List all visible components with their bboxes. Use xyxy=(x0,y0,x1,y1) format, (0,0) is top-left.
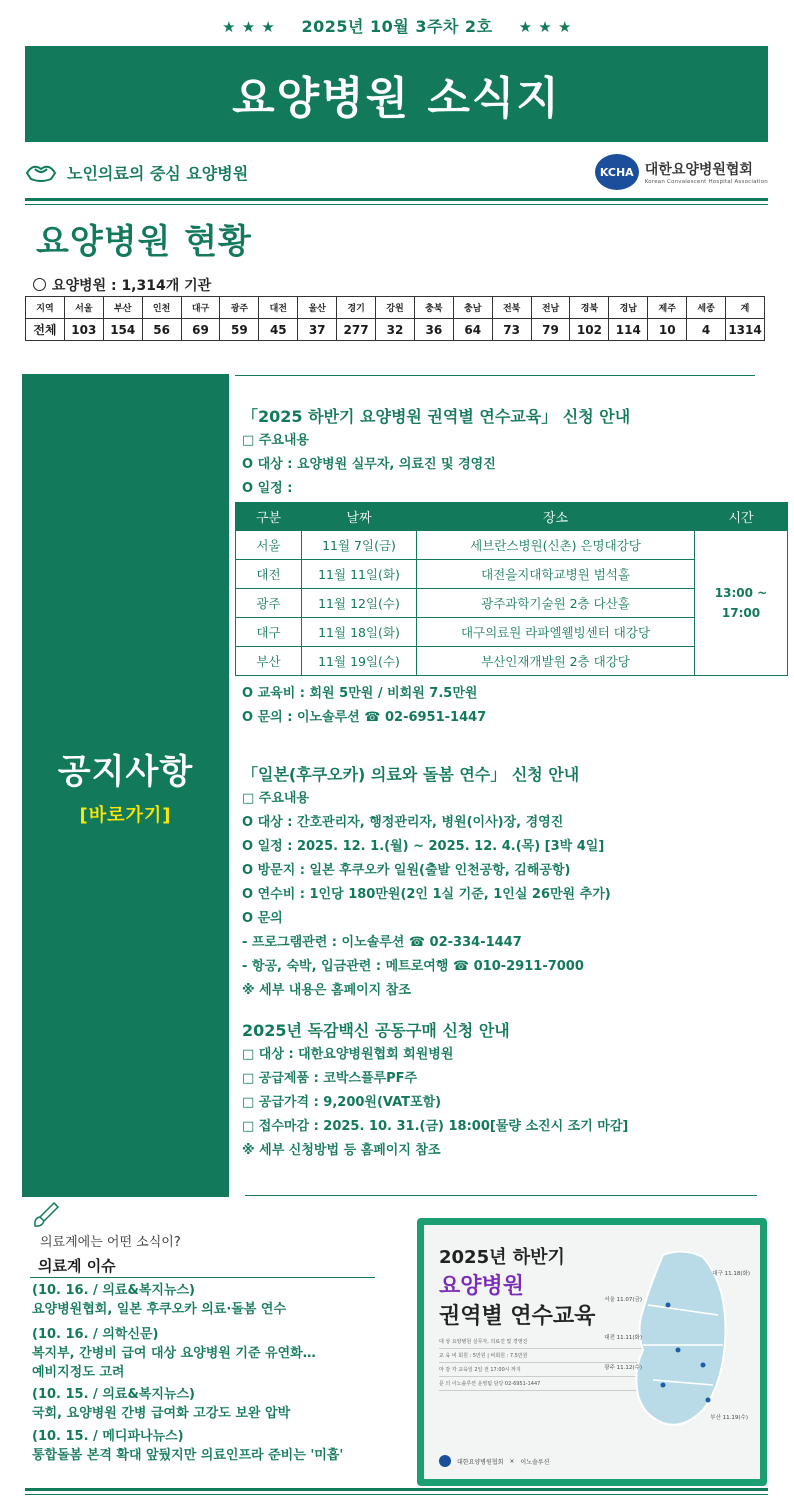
region-header-cell: 인천 xyxy=(142,297,181,319)
cell-time: 13:00 ~ 17:00 xyxy=(695,531,788,676)
brush-icon xyxy=(30,1200,60,1230)
region-count-cell: 4 xyxy=(687,319,726,341)
table-row xyxy=(236,531,788,560)
region-header-cell: 전북 xyxy=(492,297,531,319)
notice-training xyxy=(242,404,630,501)
cell-venue: 광주과학기술원 2층 다산홀 xyxy=(417,589,695,618)
star-icon: ★ ★ ★ xyxy=(518,18,572,36)
region-count-cell: 69 xyxy=(181,319,220,341)
newsletter-title: 요양병원 소식지 xyxy=(232,73,561,124)
association-name-en: Korean Convalescent Hospital Association xyxy=(644,179,768,185)
region-header-cell: 계 xyxy=(726,297,765,319)
news-source: (10. 16. / 의학신문) xyxy=(32,1327,159,1342)
region-count-cell: 1314 xyxy=(726,319,765,341)
region-count-cell: 37 xyxy=(298,319,337,341)
news-headline: 국회, 요양병원 간병 급여화 고강도 보완 압박 xyxy=(32,1406,291,1421)
region-header-cell: 지역 xyxy=(26,297,65,319)
notice-line: - 프로그램관련 : 이노솔루션 ☎ 02-334-1447 xyxy=(242,935,522,950)
notice-line: O 교육비 : 회원 5만원 / 비회원 7.5만원 xyxy=(242,686,478,701)
news-source: (10. 15. / 메디파나뉴스) xyxy=(32,1429,184,1444)
news-item[interactable] xyxy=(32,1325,316,1382)
cell-date: 11월 7일(금) xyxy=(302,531,417,560)
region-header-cell: 서울 xyxy=(64,297,103,319)
region-header-cell: 경남 xyxy=(609,297,648,319)
notice-line: O 문의 : 이노솔루션 ☎ 02-6951-1447 xyxy=(242,710,487,725)
region-header-cell: 울산 xyxy=(298,297,337,319)
map-pin-label: 대전 11.11(화) xyxy=(604,1335,642,1341)
notice-line: ※ 세부 신청방법 등 홈페이지 참조 xyxy=(242,1143,441,1158)
notice-heading[interactable]: 2025년 독감백신 공동구매 신청 안내 xyxy=(242,1021,510,1040)
shortcut-link[interactable]: [바로가기] xyxy=(79,805,172,826)
region-header-cell: 부산 xyxy=(103,297,142,319)
training-poster[interactable] xyxy=(417,1218,767,1486)
region-count-cell: 103 xyxy=(64,319,103,341)
star-icon: ★ ★ ★ xyxy=(222,18,276,36)
region-table xyxy=(25,296,765,341)
region-header-cell: 강원 xyxy=(376,297,415,319)
cell-region: 대구 xyxy=(236,618,302,647)
association-name: 대한요양병원협회 xyxy=(644,162,753,178)
notice-vaccine xyxy=(242,1018,628,1163)
subheader xyxy=(25,150,768,194)
region-count-cell: 10 xyxy=(648,319,687,341)
region-header-cell: 광주 xyxy=(220,297,259,319)
news-headline: 복지부, 간병비 급여 대상 요양병원 기준 유연화… xyxy=(32,1346,316,1361)
notice-line: O 연수비 : 1인당 180만원(2인 1실 기준, 1인실 26만원 추가) xyxy=(242,887,611,902)
region-count-cell: 277 xyxy=(337,319,376,341)
region-count-cell: 전체 xyxy=(26,319,65,341)
notice-line: O 대상 : 요양병원 실무자, 의료진 및 경영진 xyxy=(242,457,496,472)
map-pin-label: 광주 11.12(수) xyxy=(604,1365,642,1371)
news-item[interactable] xyxy=(32,1385,290,1423)
notice-panel[interactable] xyxy=(22,374,229,1197)
divider xyxy=(245,1195,757,1196)
cell-date: 11월 11일(화) xyxy=(302,560,417,589)
cell-venue: 세브란스병원(신촌) 은명대강당 xyxy=(417,531,695,560)
region-count-cell: 59 xyxy=(220,319,259,341)
cell-region: 광주 xyxy=(236,589,302,618)
region-count-cell: 114 xyxy=(609,319,648,341)
notice-heading[interactable]: 「2025 하반기 요양병원 권역별 연수교육」 신청 안내 xyxy=(242,407,631,426)
schedule-table xyxy=(235,502,788,676)
notice-line: O 문의 xyxy=(242,911,283,926)
poster-footer: 대한요양병원협회 × 이노솔루션 xyxy=(439,1455,549,1467)
notice-line: - 항공, 숙박, 입금관련 : 메트로여행 ☎ 010-2911-7000 xyxy=(242,959,584,974)
col-header: 구분 xyxy=(236,503,302,531)
status-title: 요양병원 현황 xyxy=(36,222,252,262)
divider xyxy=(30,1277,375,1278)
cell-venue: 대구의료원 라파엘웰빙센터 대강당 xyxy=(417,618,695,647)
news-headline: 통합돌봄 본격 확대 앞뒀지만 의료인프라 준비는 '미흡' xyxy=(32,1448,344,1463)
region-count-cell: 64 xyxy=(453,319,492,341)
notice-line: ※ 세부 내용은 홈페이지 참조 xyxy=(242,983,411,998)
region-count-cell: 73 xyxy=(492,319,531,341)
cell-region: 서울 xyxy=(236,531,302,560)
divider xyxy=(235,375,755,376)
news-headline: 요양병원협회, 일본 후쿠오카 의료·돌봄 연수 xyxy=(32,1302,287,1317)
notice-line: □ 주요내용 xyxy=(242,433,310,448)
map-pin-label: 부산 11.19(수) xyxy=(710,1415,748,1421)
region-header-cell: 경북 xyxy=(570,297,609,319)
divider xyxy=(25,198,768,201)
region-header-cell: 세종 xyxy=(687,297,726,319)
region-header-cell: 전남 xyxy=(531,297,570,319)
poster-info: 대 상 요양병원 실무자, 의료진 및 경영진 교 육 비 회원 : 5만원 | 비회원 : 7.5만원 마 감 각 교육일 2일 전 17:00시 까지 문 의 이노솔루션 운영팀 담당 02-6951-1447 xyxy=(439,1335,649,1391)
poster-line1: 2025년 하반기 xyxy=(439,1247,565,1268)
region-header-cell: 제주 xyxy=(648,297,687,319)
notice-training-extra xyxy=(242,682,486,730)
cell-region: 부산 xyxy=(236,647,302,676)
poster-line3: 권역별 연수교육 xyxy=(439,1304,596,1329)
notice-line: O 대상 : 간호관리자, 행정관리자, 병원(이사)장, 경영진 xyxy=(242,815,564,830)
region-header-cell: 충남 xyxy=(453,297,492,319)
notice-line: O 일정 : 2025. 12. 1.(월) ~ 2025. 12. 4.(목) [3박 4일] xyxy=(242,839,605,854)
circle-icon xyxy=(33,278,46,291)
region-count-cell: 79 xyxy=(531,319,570,341)
cell-venue: 부산인재개발원 2층 대강당 xyxy=(417,647,695,676)
map-pin-label: 대구 11.18(화) xyxy=(712,1271,750,1277)
region-count-cell: 32 xyxy=(376,319,415,341)
notice-japan xyxy=(242,762,611,1003)
divider xyxy=(25,1488,768,1491)
notice-line: □ 공급제품 : 코박스플루PF주 xyxy=(242,1071,418,1086)
kcha-logo-icon xyxy=(439,1455,451,1467)
news-headline: 예비지정도 고려 xyxy=(32,1365,125,1380)
notice-line: □ 주요내용 xyxy=(242,791,310,806)
poster-line2: 요양병원 xyxy=(439,1274,525,1299)
hands-icon xyxy=(25,161,57,183)
issue-title: 의료계 이슈 xyxy=(38,1257,116,1275)
notice-line: □ 접수마감 : 2025. 10. 31.(금) 18:00[물량 소진시 조기 마감] xyxy=(242,1119,629,1134)
region-header-cell: 경기 xyxy=(337,297,376,319)
region-count-cell: 36 xyxy=(414,319,453,341)
slogan: 노인의료의 중심 요양병원 xyxy=(67,163,249,183)
region-count-cell: 45 xyxy=(259,319,298,341)
notice-line: □ 대상 : 대한요양병원협회 회원병원 xyxy=(242,1047,454,1062)
notice-line: O 방문지 : 일본 후쿠오카 일원(출발 인천공항, 김해공항) xyxy=(242,863,571,878)
notice-line: □ 공급가격 : 9,200원(VAT포함) xyxy=(242,1095,442,1110)
region-header-cell: 대구 xyxy=(181,297,220,319)
col-header: 시간 xyxy=(695,503,788,531)
news-source: (10. 15. / 의료&복지뉴스) xyxy=(32,1387,195,1402)
hospital-count: 요양병원 : 1,314개 기관 xyxy=(33,275,211,295)
issue-line xyxy=(0,14,794,37)
title-banner xyxy=(25,46,768,142)
cell-region: 대전 xyxy=(236,560,302,589)
cell-date: 11월 12일(수) xyxy=(302,589,417,618)
map-pin-label: 서울 11.07(금) xyxy=(604,1297,642,1303)
col-header: 날짜 xyxy=(302,503,417,531)
kcha-logo-icon: KCHA xyxy=(595,154,639,190)
cell-date: 11월 19일(수) xyxy=(302,647,417,676)
news-item[interactable] xyxy=(32,1427,343,1465)
news-item[interactable] xyxy=(32,1281,286,1319)
region-header-cell: 충북 xyxy=(414,297,453,319)
region-count-cell: 56 xyxy=(142,319,181,341)
divider xyxy=(25,1494,768,1495)
divider xyxy=(25,204,768,205)
region-count-cell: 102 xyxy=(570,319,609,341)
notice-title: 공지사항 xyxy=(57,752,194,792)
cell-venue: 대전을지대학교병원 범석홀 xyxy=(417,560,695,589)
issue-question: 의료계에는 어떤 소식이? xyxy=(40,1235,181,1250)
association-logo[interactable] xyxy=(595,154,768,190)
cell-date: 11월 18일(화) xyxy=(302,618,417,647)
notice-heading[interactable]: 「일본(후쿠오카) 의료와 돌봄 연수」 신청 안내 xyxy=(242,765,580,784)
region-count-cell: 154 xyxy=(103,319,142,341)
col-header: 장소 xyxy=(417,503,695,531)
region-header-cell: 대전 xyxy=(259,297,298,319)
news-source: (10. 16. / 의료&복지뉴스) xyxy=(32,1283,195,1298)
issue-label: 2025년 10월 3주차 2호 xyxy=(301,17,493,36)
notice-line: O 일정 : xyxy=(242,481,293,496)
